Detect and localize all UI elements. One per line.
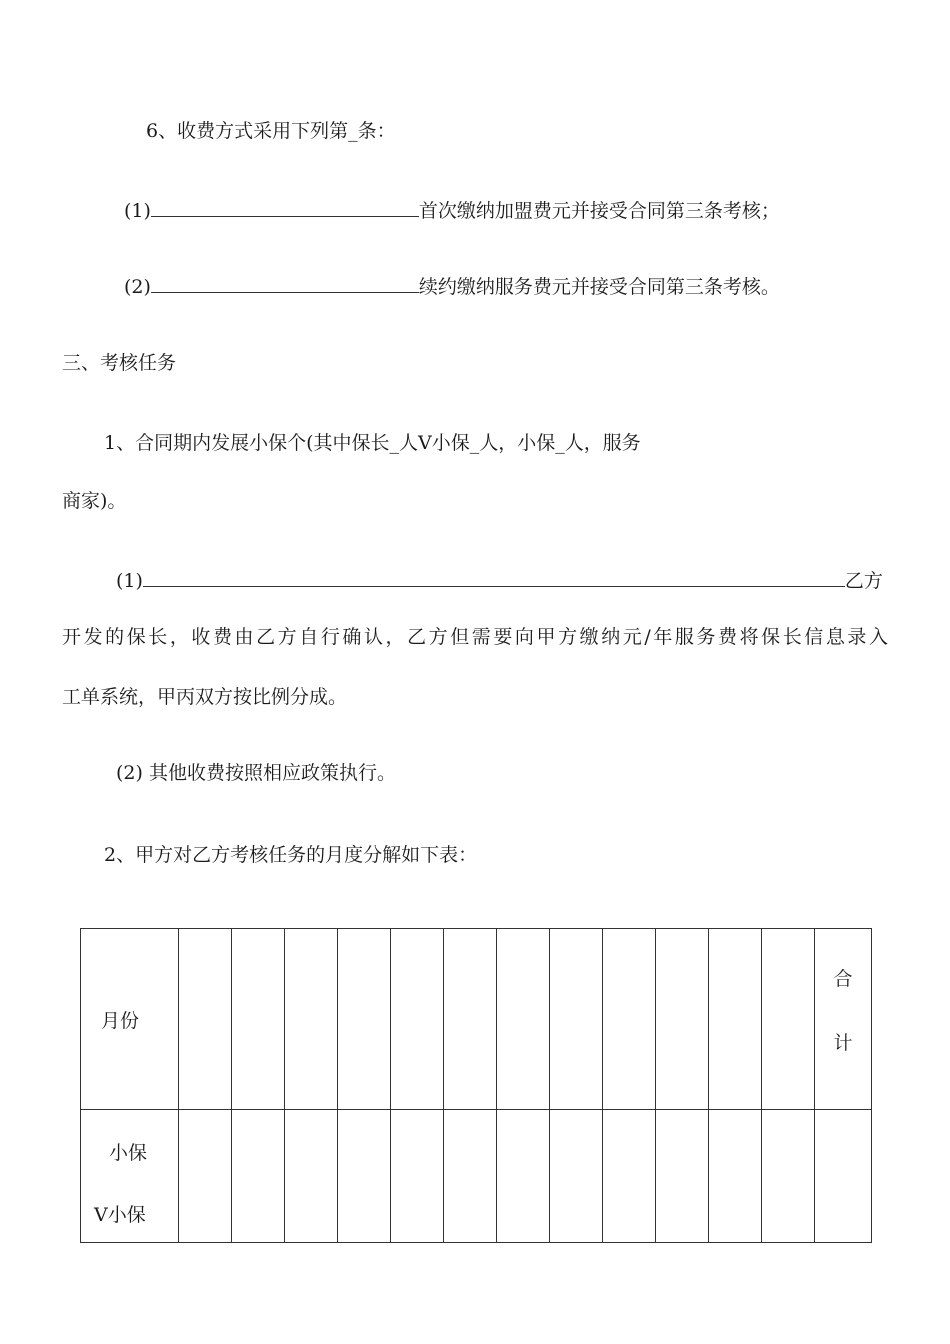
option1-text: 首次缴纳加盟费元并接受合同第三条考核； — [418, 200, 780, 222]
value-cell — [285, 1110, 338, 1243]
value-cell — [338, 1110, 391, 1243]
value-cell — [603, 1110, 656, 1243]
value-cell — [232, 1110, 285, 1243]
month-cell — [232, 929, 285, 1110]
section3-sub1-line2: 开发的保长，收费由乙方自行确认，乙方但需要向甲方缴纳元/年服务费将保长信息录入 — [62, 626, 888, 648]
value-cell — [391, 1110, 444, 1243]
v-xiaobao-label: V小保 — [94, 1204, 146, 1226]
monthly-plan-table — [80, 928, 872, 1243]
section3-heading: 三、考核任务 — [62, 352, 177, 374]
value-cell — [815, 1110, 872, 1243]
section3-sub1-line3: 工单系统，甲丙双方按比例分成。 — [62, 686, 348, 708]
month-cell — [285, 929, 338, 1110]
month-header-cell: 月份 — [81, 929, 179, 1110]
option1-prefix: (1) — [124, 200, 151, 222]
value-cell — [550, 1110, 603, 1243]
total-header-cell — [815, 929, 872, 1110]
section3-item2: 2、甲方对乙方考核任务的月度分解如下表： — [104, 844, 478, 866]
total-char-2: 计 — [833, 1032, 853, 1054]
clause6-option1 — [124, 196, 780, 224]
month-cell — [391, 929, 444, 1110]
month-cell — [709, 929, 762, 1110]
value-cell — [179, 1110, 232, 1243]
table-row-xiaobao — [81, 1110, 872, 1243]
clause6-option2 — [124, 272, 780, 300]
value-cell — [709, 1110, 762, 1243]
sub1-suffix: 乙方 — [844, 570, 883, 592]
month-cell — [497, 929, 550, 1110]
section3-item1-line2: 商家)。 — [62, 490, 127, 512]
total-char-1: 合 — [833, 968, 853, 990]
sub1-prefix: (1) — [116, 570, 143, 592]
section3-item1-line1: 1、合同期内发展小保个(其中保长_人V小保_人，小保_人，服务 — [104, 432, 641, 454]
option1-blank — [151, 196, 419, 217]
month-cell — [603, 929, 656, 1110]
option2-text: 续约缴纳服务费元并接受合同第三条考核。 — [418, 276, 780, 298]
table-header-row — [81, 929, 872, 1110]
month-cell — [550, 929, 603, 1110]
value-cell — [762, 1110, 815, 1243]
month-cell — [762, 929, 815, 1110]
month-cell — [656, 929, 709, 1110]
section3-sub2: (2) 其他收费按照相应政策执行。 — [116, 762, 396, 784]
month-cell — [179, 929, 232, 1110]
option2-prefix: (2) — [124, 276, 151, 298]
month-cell — [338, 929, 391, 1110]
option2-blank — [151, 272, 419, 293]
xiaobao-label-cell: 小保 — [81, 1110, 179, 1243]
value-cell — [497, 1110, 550, 1243]
value-cell — [444, 1110, 497, 1243]
section3-sub1-line1 — [116, 566, 883, 594]
month-cell — [444, 929, 497, 1110]
sub1-blank — [143, 566, 845, 587]
clause6-title: 6、收费方式采用下列第_条： — [146, 120, 396, 142]
value-cell — [656, 1110, 709, 1243]
